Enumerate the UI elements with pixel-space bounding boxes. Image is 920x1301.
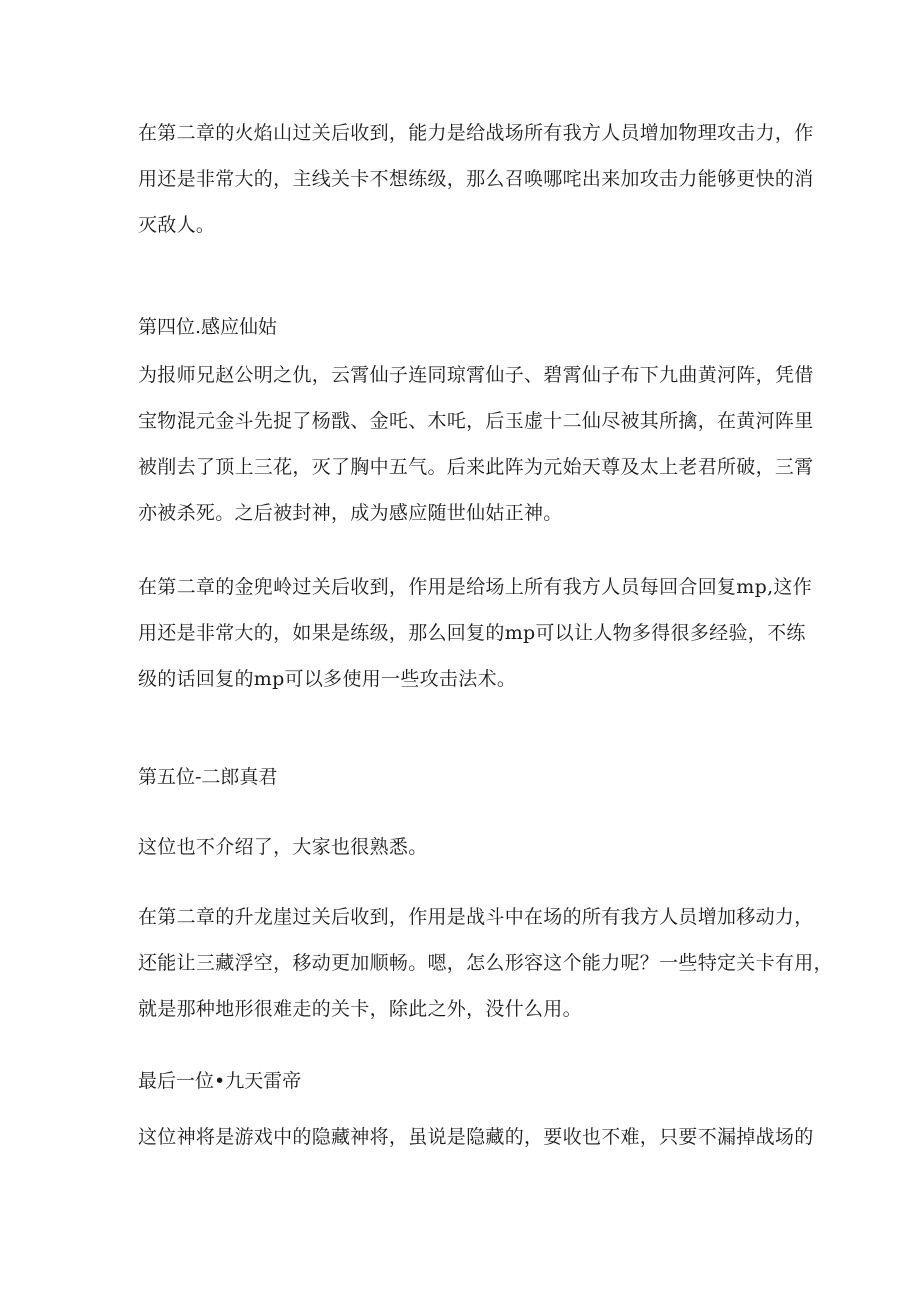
heading-fourth: 第四位.感应仙姑 [138,316,278,338]
text-line: 亦被杀死。之后被封神，成为感应随世仙姑正神。 [138,502,563,524]
text-line: 这位也不介绍了，大家也很熟悉。 [138,836,428,858]
text-line: 级的话回复的mp可以多使用一些攻击法术。 [138,668,517,690]
text-line: 灭敌人。 [138,214,216,236]
paragraph-erlang-intro [138,824,798,870]
text-line: 在第二章的升龙崖过关后收到，作用是战斗中在场的所有我方人员增加移动力， [138,906,814,928]
text-line: 用还是非常大的，主线关卡不想练级，那么召唤哪咤出来加攻击力能够更快的消 [138,168,814,190]
paragraph-nezha-ability [138,110,814,248]
heading-last: 最后一位•九天雷帝 [138,1070,302,1092]
text-line: 这位神将是游戏中的隐藏神将，虽说是隐藏的，要收也不难，只要不漏掉战场的 [138,1126,814,1148]
paragraph-xiangu-story [138,352,814,536]
text-line: 宝物混元金斗先捉了杨戬、金吒、木吒，后玉虚十二仙尽被其所擒，在黄河阵里 [138,410,814,432]
text-line: 还能让三藏浮空，移动更加顺畅。嗯，怎么形容这个能力呢？一些特定关卡有用， [138,952,833,974]
text-line: 在第二章的火焰山过关后收到，能力是给战场所有我方人员增加物理攻击力，作 [138,122,814,144]
text-line: 被削去了顶上三花，灭了胸中五气。后来此阵为元始天尊及太上老君所破，三霄 [138,456,814,478]
paragraph-leidi-intro [138,1114,814,1160]
text-line: 就是那种地形很难走的关卡，除此之外，没什么用。 [138,998,582,1020]
paragraph-erlang-ability [138,894,833,1032]
text-line: 在第二章的金兜岭过关后收到，作用是给场上所有我方人员每回合回复mp,这作 [138,576,813,598]
heading-fifth: 第五位-二郎真君 [138,766,278,788]
text-line: 为报师兄赵公明之仇，云霄仙子连同琼霄仙子、碧霄仙子布下九曲黄河阵，凭借 [138,364,814,386]
text-line: 用还是非常大的，如果是练级，那么回复的mp可以让人物多得很多经验，不练 [138,622,806,644]
paragraph-xiangu-ability [138,564,813,702]
